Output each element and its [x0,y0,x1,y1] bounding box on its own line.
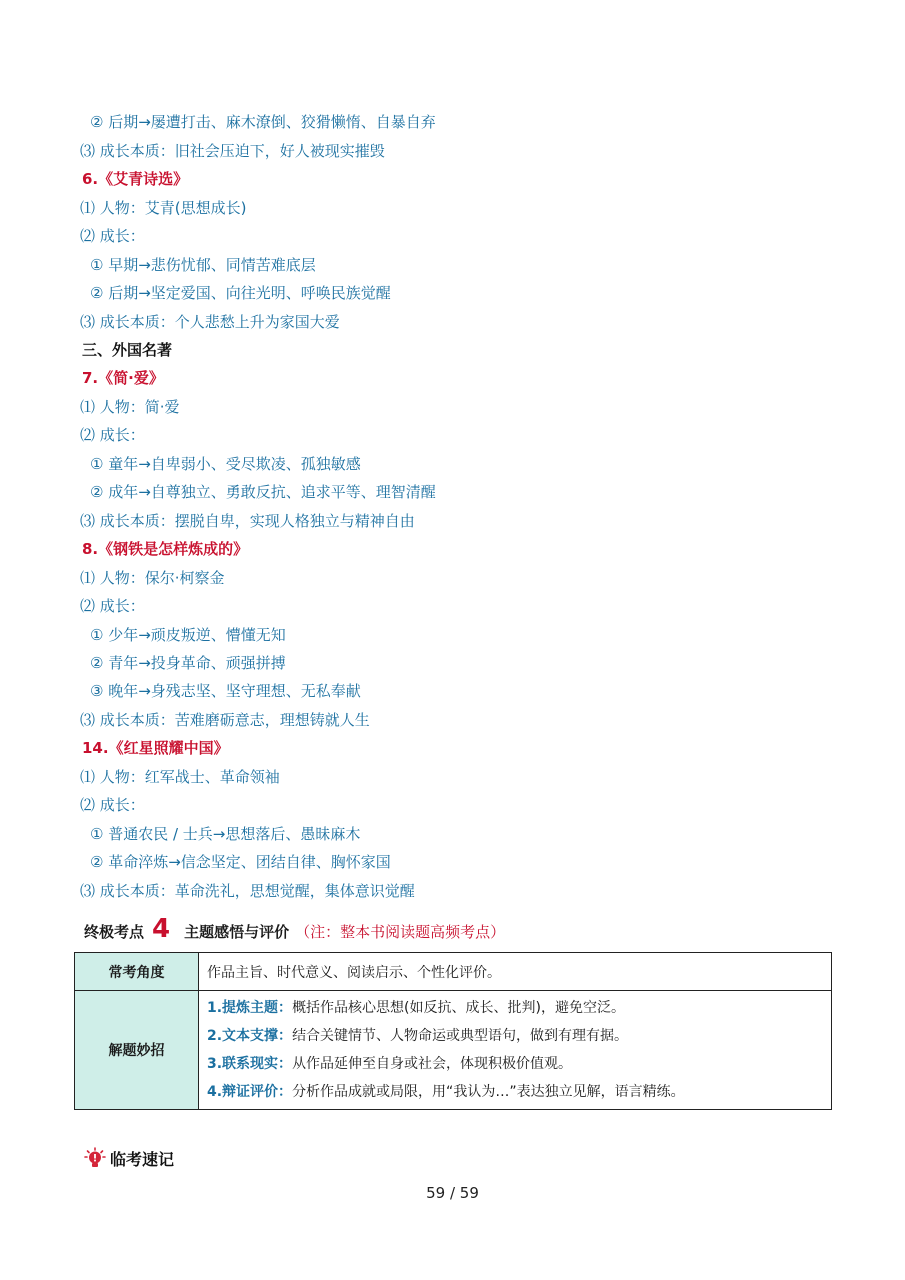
text-line: ② 青年→投身革命、顽强拼搏 [90,654,286,672]
text-line: ② 革命淬炼→信念坚定、团结自律、胸怀家国 [90,853,391,871]
exam-point-header [84,914,505,946]
method-list [199,991,832,1110]
method-label: 解题妙招 [75,991,199,1110]
text-line: ⑵ 成长： [80,597,145,615]
exam-point-label: 终极考点 [84,923,145,941]
table-row [75,991,832,1110]
text-line: ⑴ 人物：艾青(思想成长) [80,199,247,217]
text-line: ① 童年→自卑弱小、受尽欺凌、孤独敏感 [90,455,361,473]
method-key: 1.提炼主题： [207,1000,293,1016]
text-line: ⑶ 成长本质：苦难磨砺意志，理想铸就人生 [80,711,370,729]
text-line: ③ 晚年→身残志坚、坚守理想、无私奉献 [90,682,361,700]
tips-table [74,952,832,1110]
text-line: ⑶ 成长本质：摆脱自卑，实现人格独立与精神自由 [80,512,415,530]
method-text: 从作品延伸至自身或社会，体现积极价值观。 [292,1056,573,1072]
text-line: ⑴ 人物：红军战士、革命领袖 [80,768,280,786]
text-line: ① 普通农民 / 士兵→思想落后、愚昧麻木 [90,825,361,843]
exam-point-note: （注：整本书阅读题高频考点） [295,923,506,941]
method-item [207,994,823,1022]
text-line: ② 后期→屡遭打击、麻木潦倒、狡猾懒惰、自暴自弃 [90,113,436,131]
text-line: ⑵ 成长： [80,426,145,444]
text-line: ② 后期→坚定爱国、向往光明、呼唤民族觉醒 [90,284,391,302]
page-number: 59 / 59 [426,1184,479,1202]
method-key: 2.文本支撑： [207,1028,293,1044]
angle-label: 常考角度 [75,953,199,991]
method-list-inner [207,991,823,1109]
text-line: ① 早期→悲伤忧郁、同情苦难底层 [90,256,316,274]
exam-point-title: 主题感悟与评价 [184,923,290,941]
quick-notes-title: 临考速记 [110,1149,175,1169]
method-item [207,1078,823,1106]
exam-point-number: 4 [152,914,171,944]
quick-notes-header [84,1146,174,1170]
book-heading: 6.《艾青诗选》 [82,170,189,188]
text-line: ② 成年→自尊独立、勇敢反抗、追求平等、理智清醒 [90,483,436,501]
text-line: ⑶ 成长本质：旧社会压迫下，好人被现实摧毁 [80,142,385,160]
method-item [207,1050,823,1078]
method-text: 概括作品核心思想(如反抗、成长、批判)，避免空泛。 [292,1000,625,1016]
method-key: 3.联系现实： [207,1056,293,1072]
text-line: ⑵ 成长： [80,796,145,814]
text-line: ⑴ 人物：保尔·柯察金 [80,569,225,587]
method-text: 结合关键情节、人物命运或典型语句，做到有理有据。 [292,1028,629,1044]
table-row [75,953,832,991]
text-line: ⑶ 成长本质：个人悲愁上升为家国大爱 [80,313,340,331]
book-heading: 8.《钢铁是怎样炼成的》 [82,540,249,558]
angle-value: 作品主旨、时代意义、阅读启示、个性化评价。 [199,953,832,991]
text-line: ⑴ 人物：简·爱 [80,398,180,416]
text-line: ① 少年→顽皮叛逆、懵懂无知 [90,626,286,644]
text-line: ⑵ 成长： [80,227,145,245]
method-text: 分析作品成就或局限，用“我认为…”表达独立见解，语言精练。 [292,1084,685,1100]
text-line: ⑶ 成长本质：革命洗礼，思想觉醒，集体意识觉醒 [80,882,415,900]
lightbulb-alert-icon [84,1147,106,1169]
method-item [207,1022,823,1050]
method-key: 4.辩证评价： [207,1084,293,1100]
section-heading: 三、外国名著 [82,341,173,359]
book-heading: 14.《红星照耀中国》 [82,739,229,757]
book-heading: 7.《简·爱》 [82,369,164,387]
